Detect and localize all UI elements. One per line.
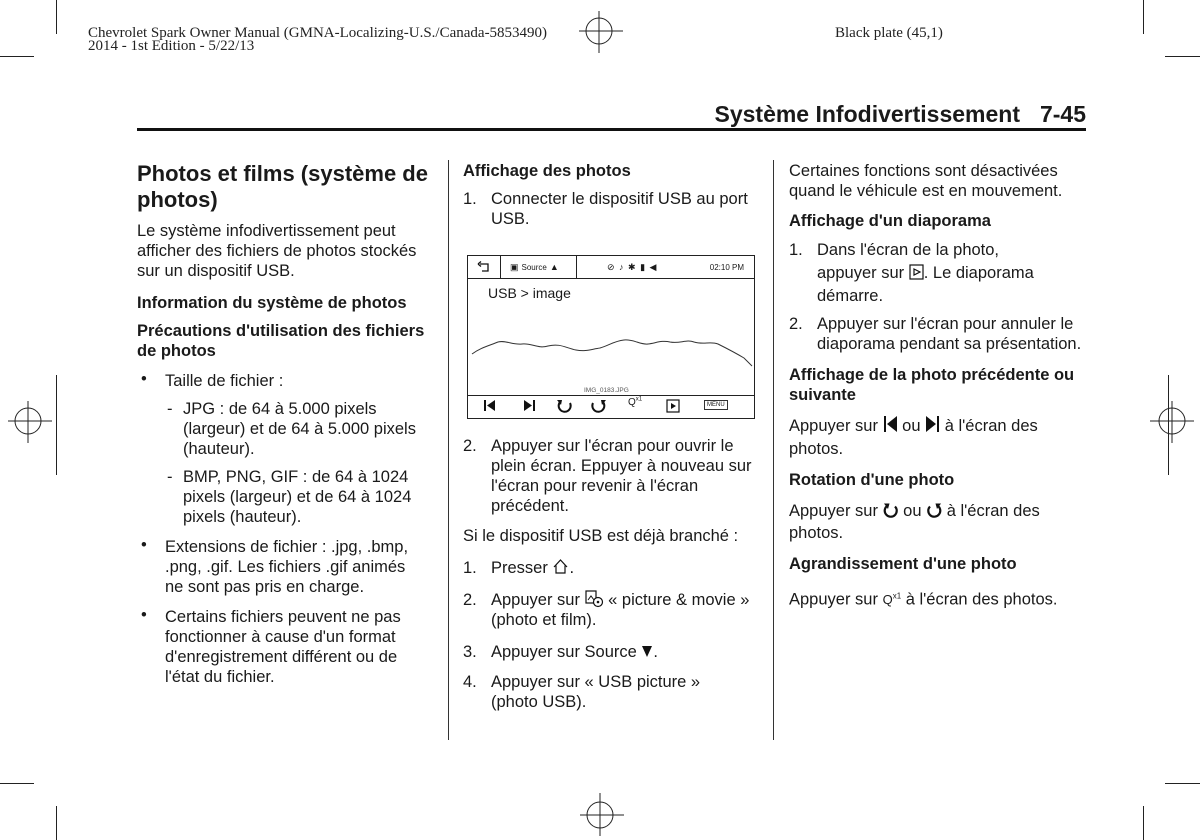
back-icon <box>477 261 491 273</box>
source-button[interactable] <box>500 256 577 278</box>
bullet-icon: • <box>141 370 147 388</box>
step-text-end: . <box>569 559 575 577</box>
paragraph-text: Appuyer sur <box>789 417 878 435</box>
list-item <box>137 467 427 527</box>
step-item <box>789 314 1087 354</box>
step-number: 1. <box>789 241 803 259</box>
page-number: 7-45 <box>1039 101 1086 127</box>
bullet-icon: • <box>141 606 147 624</box>
registration-mark-icon <box>577 788 627 838</box>
step-text: Appuyer sur <box>491 591 580 609</box>
paragraph-text: Appuyer sur <box>789 590 878 609</box>
step-number: 2. <box>463 437 477 455</box>
paragraph <box>789 415 1079 461</box>
step-text: Dans l'écran de la photo, appuyer sur <box>817 241 1000 282</box>
slideshow-button[interactable] <box>666 399 680 416</box>
screen-bottom-bar <box>468 395 754 418</box>
rotate-right-button[interactable] <box>556 398 574 417</box>
list-item <box>137 537 427 597</box>
screen-top-bar <box>468 256 754 279</box>
plate-line-2: 2014 - 1st Edition - 5/22/13 <box>88 38 255 54</box>
step-item <box>463 436 761 516</box>
crop-mark <box>1143 0 1144 34</box>
step-item <box>463 590 761 630</box>
menu-button[interactable]: MENU <box>704 400 728 410</box>
paragraph-text: ou <box>902 417 921 435</box>
column-divider <box>448 160 449 740</box>
intro-paragraph: Le système infodivertissement peut afficher des fichiers de photos stockés sur un dispositif USB. <box>137 222 417 280</box>
registration-mark-icon <box>1145 398 1195 448</box>
bullet-icon: • <box>141 536 147 554</box>
step-item <box>463 642 761 662</box>
rotate-left-button[interactable] <box>589 398 607 417</box>
step-item <box>789 239 1057 308</box>
step-number: 2. <box>789 315 803 333</box>
rotate-left-icon <box>589 398 607 414</box>
crop-mark <box>1143 806 1144 840</box>
screen-illustration <box>467 255 755 419</box>
list-item <box>137 607 431 687</box>
subheading: Information du système de photos <box>137 294 407 312</box>
list-item-text: Extensions de fichier : .jpg, .bmp, .png, .gif. Les fichiers .gif animés ne sont pas pris en charge. <box>165 538 409 596</box>
section-title: Système Infodivertissement <box>714 101 1020 127</box>
registration-mark-icon <box>576 8 626 58</box>
subheading: Affichage de la photo précédente ou suivante <box>789 366 1075 404</box>
step-text: Appuyer sur Source <box>491 643 637 661</box>
rotate-right-icon <box>556 398 574 414</box>
next-icon <box>522 399 536 412</box>
step-text: Appuyer sur l'écran pour ouvrir le plein écran. Eppuyer à nouveau sur l'écran pour revenir à l'écran précédent. <box>491 437 752 515</box>
dash-icon: - <box>167 468 173 486</box>
crop-mark <box>56 806 57 840</box>
step-text-end: . <box>653 643 659 661</box>
slideshow-icon <box>666 399 680 413</box>
home-icon <box>552 558 569 575</box>
back-button[interactable] <box>468 256 501 278</box>
step-text-end: . Le diaporama démarre. <box>817 264 1034 305</box>
next-button[interactable] <box>522 399 536 415</box>
column-2 <box>463 161 761 229</box>
crop-mark <box>1165 783 1200 784</box>
step-number: 1. <box>463 190 477 208</box>
paragraph-text: ou <box>903 502 922 520</box>
registration-mark-icon <box>5 398 55 448</box>
step-item <box>463 672 741 712</box>
step-item <box>463 558 761 578</box>
next-icon <box>925 415 940 433</box>
subheading: Précautions d'utilisation des fichiers de photos <box>137 322 425 360</box>
crop-mark <box>1165 56 1200 57</box>
column-1 <box>137 161 437 687</box>
plate-line-1: Chevrolet Spark Owner Manual (GMNA-Localizing-U.S./Canada-5853490) <box>88 25 548 41</box>
column-3 <box>789 161 1089 611</box>
list-item <box>137 399 427 459</box>
photo-filename: IMG_0183.JPG <box>584 387 629 394</box>
paragraph <box>789 586 1069 611</box>
status-icons: ⊘ ♪ ✱ ▮ ◀ <box>607 261 658 272</box>
media-icon: ▣ <box>510 261 519 272</box>
step-number: 4. <box>463 673 477 691</box>
crop-mark <box>56 0 57 34</box>
crop-mark <box>0 783 34 784</box>
step-item <box>463 189 761 229</box>
previous-icon <box>883 415 898 433</box>
step-text-end: « picture & movie » (photo et film). <box>491 591 750 629</box>
subheading: Affichage des photos <box>463 162 631 180</box>
previous-button[interactable] <box>483 399 497 415</box>
step-text: Appuyer sur « USB picture » (photo USB). <box>491 673 701 711</box>
section-heading: Photos et films (système de photos) <box>137 161 428 212</box>
zoom-icon: $Q^{x1}$ <box>882 592 902 608</box>
column-divider <box>773 160 774 740</box>
list-item-text: Taille de fichier : <box>165 372 284 390</box>
step-text: Appuyer sur l'écran pour annuler le diaporama pendant sa présentation. <box>817 315 1082 353</box>
crop-mark <box>56 375 57 475</box>
source-label: Source <box>521 262 547 272</box>
down-triangle-icon <box>641 644 653 658</box>
crop-mark <box>1168 375 1169 475</box>
zoom-button[interactable] <box>628 397 642 408</box>
step-text: Presser <box>491 559 548 577</box>
clock: 02:10 PM <box>709 262 744 272</box>
list-item-text: Certains fichiers peuvent ne pas fonctionner à cause d'un format d'enregistrement différent ou de l'état du fichier. <box>165 608 401 686</box>
zoom-icon: $Q^{x1}$ <box>628 397 643 409</box>
rotate-right-icon <box>883 502 899 518</box>
list-item-text: BMP, PNG, GIF : de 64 à 1024 pixels (largeur) et de 64 à 1024 pixels (hauteur). <box>183 468 412 526</box>
step-number: 1. <box>463 559 477 577</box>
step-text: Connecter le dispositif USB au port USB. <box>491 190 748 228</box>
subheading: Rotation d'une photo <box>789 471 955 489</box>
slideshow-icon <box>909 264 924 280</box>
paragraph: Si le dispositif USB est déjà branché : <box>463 527 739 545</box>
paragraph-text: à l'écran des photos. <box>905 590 1058 609</box>
plate-right: Black plate (45,1) <box>835 25 943 41</box>
subheading: Affichage d'un diaporama <box>789 212 991 230</box>
dash-icon: - <box>167 400 173 418</box>
photo-preview <box>468 326 753 376</box>
previous-icon <box>483 399 497 412</box>
screen-path: USB > image <box>488 285 571 301</box>
crop-mark <box>0 56 34 57</box>
paragraph-text: Appuyer sur <box>789 502 878 520</box>
paragraph-text: à l'écran des photos. <box>789 417 1038 458</box>
step-number: 3. <box>463 643 477 661</box>
column-2-lower <box>463 436 761 712</box>
rotate-left-icon <box>926 502 942 518</box>
paragraph: Certaines fonctions sont désactivées quand le véhicule est en mouvement. <box>789 162 1063 200</box>
subheading: Agrandissement d'une photo <box>789 555 1017 573</box>
status-area <box>577 256 754 278</box>
step-number: 2. <box>463 591 477 609</box>
paragraph <box>789 500 1079 544</box>
header-rule <box>137 128 1086 131</box>
up-triangle-icon: ▲ <box>549 262 559 272</box>
list-item <box>137 371 437 391</box>
paragraph-text: à l'écran des photos. <box>789 502 1040 542</box>
list-item-text: JPG : de 64 à 5.000 pixels (largeur) et de 64 à 5.000 pixels (hauteur). <box>183 400 416 458</box>
picture-movie-icon <box>585 590 604 608</box>
